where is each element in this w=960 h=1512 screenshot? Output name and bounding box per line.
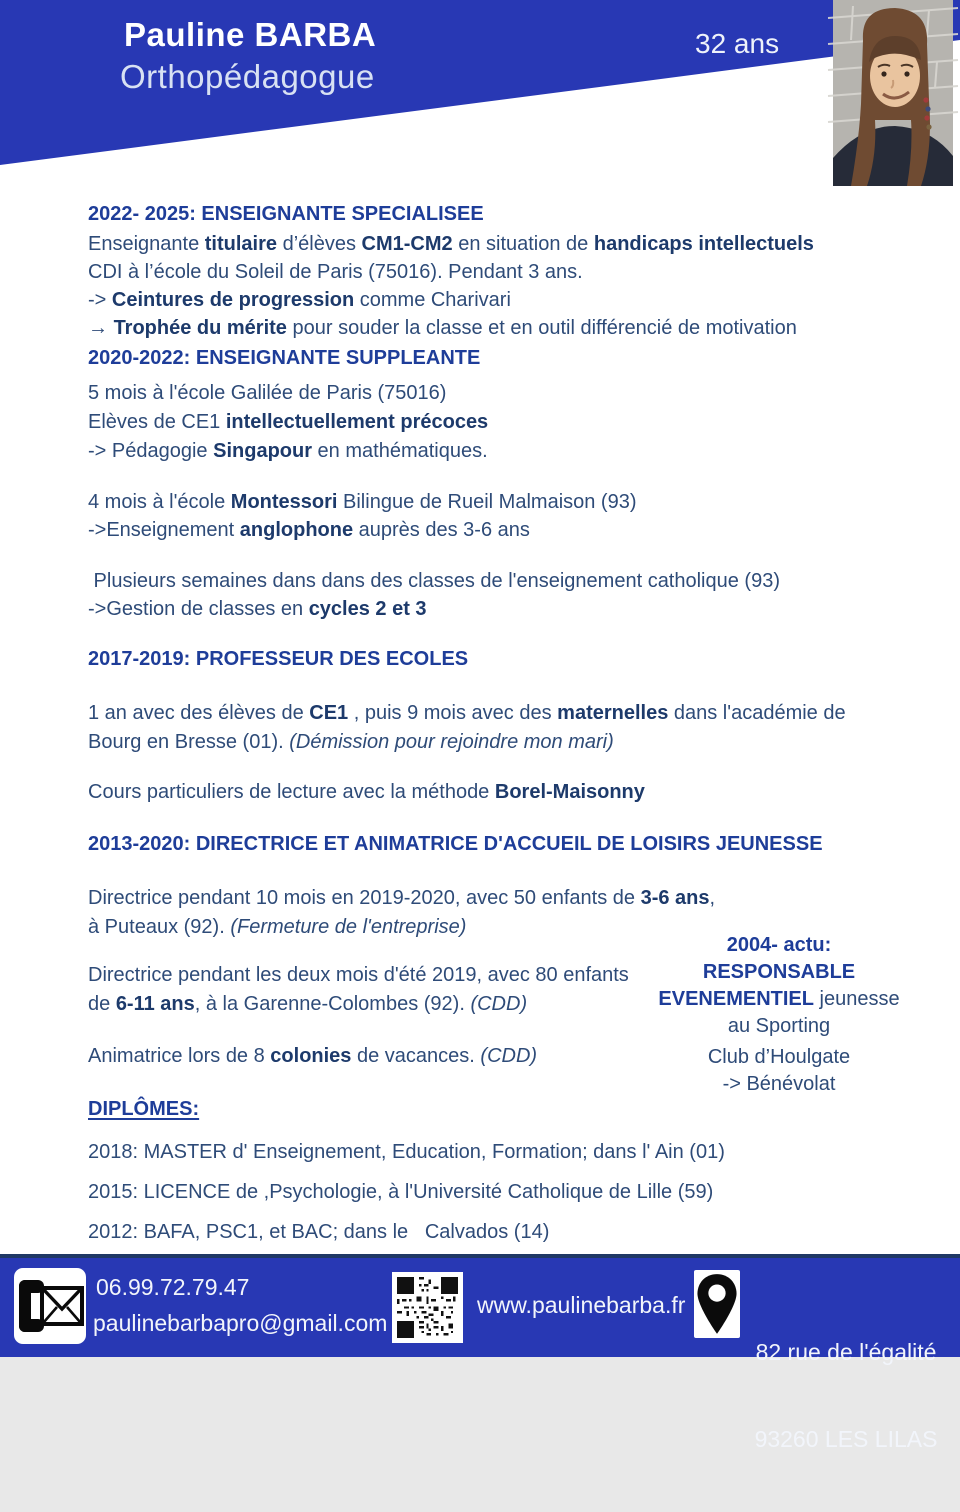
text-line (88, 286, 814, 314)
section-heading-2013-2020: 2013-2020: DIRECTRICE ET ANIMATRICE D'ACCUEIL DE LOISIRS JEUNESSE (88, 833, 823, 855)
section-heading-2022-2025: 2022- 2025: ENSEIGNANTE SPECIALISEE (88, 203, 484, 225)
text-line (88, 230, 814, 258)
person-age: 32 ans (695, 28, 780, 59)
address-line-1: 82 rue de l'égalité (755, 1339, 937, 1365)
text-segment: EVENEMENTIEL (658, 988, 814, 1010)
text-segment: auprès des 3-6 ans (353, 519, 530, 541)
text-segment: 4 mois à l'école (88, 491, 231, 513)
side-column-2004-actu (648, 932, 910, 1098)
text-segment: Ceintures de progression (111, 289, 355, 311)
text-segment: pour souder la classe et en outil différencié de motivation (286, 317, 797, 339)
section-2017-2019-body-a (88, 699, 846, 757)
text-segment: -> Pédagogie (88, 440, 214, 462)
text-line (648, 932, 910, 959)
portrait-illustration (833, 0, 953, 186)
text-segment: CE1 (309, 702, 349, 724)
diploma-line-2012: 2012: BAFA, PSC1, et BAC; dans le Calvados (14) (88, 1221, 550, 1243)
text-line (88, 488, 637, 516)
text-segment: d’élèves (277, 233, 362, 255)
text-segment: , à la Garenne-Colombes (92). (194, 993, 471, 1015)
text-segment: → (88, 317, 114, 339)
section-2020-2022-body-b (88, 488, 637, 544)
text-segment: 1 an avec des élèves de (88, 702, 310, 724)
person-role: Orthopédagogue (120, 58, 375, 95)
section-2020-2022-body-c (88, 567, 780, 623)
text-line (88, 728, 846, 757)
text-segment: -> Bénévolat (722, 1073, 836, 1095)
text-line (88, 961, 629, 990)
text-segment: Bourg en Bresse (01). (88, 731, 290, 753)
text-segment: ->Gestion de classes en (88, 598, 309, 620)
email-address: paulinebarbapro@gmail.com (93, 1310, 388, 1336)
text-segment: colonies (270, 1045, 352, 1067)
text-segment: en mathématiques. (312, 440, 488, 462)
diploma-line-2018: 2018: MASTER d' Enseignement, Education, Formation; dans l' Ain (01) (88, 1141, 725, 1163)
section-heading-diplomes: DIPLÔMES: (88, 1098, 200, 1120)
text-line (88, 408, 488, 437)
section-2013-2020-body-b (88, 961, 629, 1019)
text-segment: anglophone (239, 519, 354, 541)
qr-glyph (392, 1272, 463, 1343)
text-segment: jeunesse (813, 988, 900, 1010)
text-segment: , (709, 887, 716, 909)
text-segment: dans l'académie de (668, 702, 846, 724)
text-line (648, 1071, 910, 1098)
text-line (88, 595, 780, 623)
text-line (88, 699, 846, 728)
section-2017-2019-body-b (88, 778, 645, 806)
section-2020-2022-body-a (88, 379, 488, 466)
text-segment: Cours particuliers de lecture avec la méthode (88, 781, 495, 803)
text-segment: Elèves de CE1 (88, 411, 226, 433)
section-2013-2020-body-c (88, 1042, 537, 1070)
text-line (648, 1013, 910, 1040)
text-segment: en situation de (452, 233, 594, 255)
text-line (88, 314, 814, 342)
text-segment: Directrice pendant les deux mois d'été 2019, avec 80 enfants (88, 964, 629, 986)
text-segment: de vacances. (351, 1045, 481, 1067)
text-segment: ->Enseignement (88, 519, 240, 541)
text-segment: RESPONSABLE (702, 961, 856, 983)
qr-code (392, 1272, 463, 1343)
text-line (88, 379, 488, 408)
text-segment: -> (88, 289, 112, 311)
postal-address (748, 1280, 944, 1512)
pin-glyph (694, 1270, 740, 1338)
profile-photo (833, 0, 953, 186)
text-line (88, 778, 645, 806)
text-line (88, 516, 637, 544)
text-segment: 3-6 ans (640, 887, 710, 909)
text-line (648, 1044, 910, 1071)
location-pin-icon (694, 1270, 740, 1338)
text-line (88, 437, 488, 466)
text-line (88, 567, 780, 595)
text-line (88, 258, 814, 286)
text-segment: comme Charivari (354, 289, 511, 311)
text-segment: Directrice pendant 10 mois en 2019-2020, avec 50 enfants de (88, 887, 641, 909)
text-line (648, 986, 910, 1013)
text-segment: maternelles (557, 702, 669, 724)
text-segment: (CDD) (480, 1045, 538, 1067)
section-2013-2020-body-a (88, 884, 715, 942)
text-segment: , puis 9 mois avec des (348, 702, 558, 724)
text-segment: (Démission pour rejoindre mon mari) (289, 731, 614, 753)
text-segment: handicaps intellectuels (593, 233, 814, 255)
person-name: Pauline BARBA (124, 16, 377, 53)
text-line (648, 959, 910, 986)
text-segment: 5 mois à l'école Galilée de Paris (75016) (88, 382, 447, 404)
section-heading-2020-2022: 2020-2022: ENSEIGNANTE SUPPLEANTE (88, 347, 481, 369)
text-segment: 2004- actu: (726, 934, 832, 956)
text-segment: Animatrice lors de 8 (88, 1045, 271, 1067)
text-line (88, 1042, 537, 1070)
diploma-line-2015: 2015: LICENCE de ,Psychologie, à l'Université Catholique de Lille (59) (88, 1181, 714, 1203)
text-line (88, 884, 715, 913)
text-segment: Club d’Houlgate (707, 1046, 851, 1068)
text-segment: titulaire (204, 233, 278, 255)
text-segment: de (88, 993, 116, 1015)
text-segment: Bilingue de Rueil Malmaison (93) (337, 491, 637, 513)
text-segment: Trophée du mérite (113, 317, 287, 339)
text-line (88, 990, 629, 1019)
address-line-2: 93260 LES LILAS (754, 1426, 938, 1452)
section-2022-2025-body (88, 230, 814, 342)
text-segment: CDI à l’école du Soleil de Paris (75016). Pendant 3 ans. (88, 261, 583, 283)
text-line (88, 913, 715, 942)
phone-envelope-icon (14, 1268, 86, 1344)
text-segment: 6-11 ans (115, 993, 195, 1015)
text-segment: au Sporting (727, 1015, 831, 1037)
phone-envelope-glyph (14, 1268, 86, 1344)
text-segment: Borel-Maisonny (494, 781, 645, 803)
text-segment: Montessori (230, 491, 338, 513)
footer-band (0, 1254, 960, 1452)
text-segment: CM1-CM2 (361, 233, 453, 255)
text-segment: à Puteaux (92). (88, 916, 231, 938)
text-segment: (Fermeture de l'entreprise) (230, 916, 467, 938)
text-segment: Enseignante (88, 233, 205, 255)
text-segment: Plusieurs semaines dans dans des classes de l'enseignement catholique (93) (88, 570, 780, 592)
text-segment: intellectuellement précoces (225, 411, 489, 433)
phone-number: 06.99.72.79.47 (96, 1274, 250, 1300)
text-segment: (CDD) (470, 993, 528, 1015)
website-url: www.paulinebarba.fr (477, 1292, 686, 1318)
section-heading-2017-2019: 2017-2019: PROFESSEUR DES ECOLES (88, 648, 469, 670)
text-segment: Singapour (213, 440, 312, 462)
text-segment: cycles 2 et 3 (308, 598, 427, 620)
